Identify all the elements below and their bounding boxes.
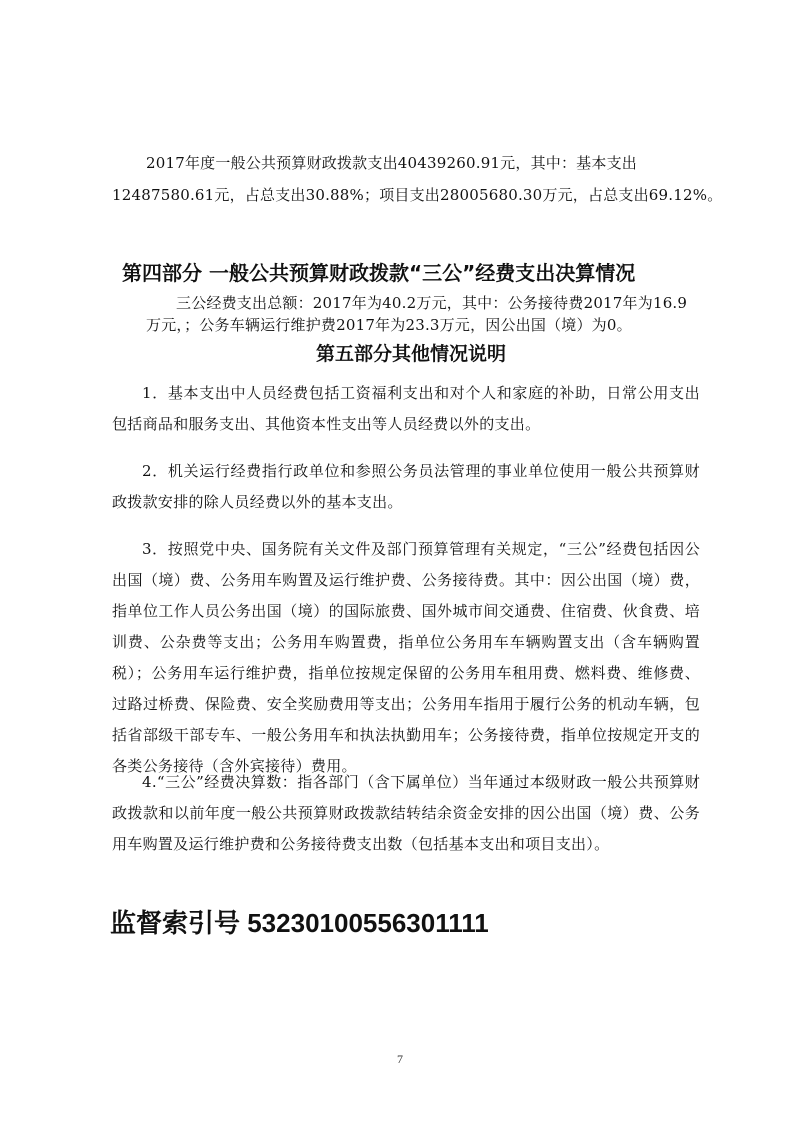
page-number: 7 — [397, 1052, 403, 1066]
explanation-item-1: 1．基本支出中人员经费包括工资福利支出和对个人和家庭的补助，日常公用支出包括商品和服务支出、其他资本性支出等人员经费以外的支出。 — [112, 384, 700, 433]
explanation-item-4: 4.“三公”经费决算数：指各部门（含下属单位）当年通过本级财政一般公共预算财政拨款和以前年度一般公共预算财政拨款结转结余资金安排的因公出国（境）费、公务用车购置及运行维护费和公务接待费支出数（包括基本支出和项目支出）。 — [112, 773, 700, 853]
expenditure-summary-line-2: 12487580.61元，占总支出30.88%；项目支出28005680.30万元，占总支出69.12%。 — [112, 186, 723, 204]
section-5-heading: 第五部分其他情况说明 — [316, 343, 507, 365]
section-4-heading: 第四部分 一般公共预算财政拨款“三公”经费支出决算情况 — [122, 261, 636, 285]
three-public-summary-line-2: 万元，；公务车辆运行维护费2017年为23.3万元，因公出国（境）为0。 — [146, 316, 632, 334]
explanation-item-2: 2．机关运行经费指行政单位和参照公务员法管理的事业单位使用一般公共预算财政拨款安排的除人员经费以外的基本支出。 — [112, 462, 700, 511]
explanation-item-3: 3．按照党中央、国务院有关文件及部门预算管理有关规定，“三公”经费包括因公出国（境）费、公务用车购置及运行维护费、公务接待费。其中：因公出国（境）费，指单位工作人员公务出国（境）的国际旅费、国外城市间交通费、住宿费、伙食费、培训费、公杂费等支出；公务用车购置费，指单位公务用车车辆购置支出（含车辆购置税）；公务用车运行维护费，指单位按规定保留的公务用车租用费、燃料费、维修费、过路过桥费、保险费、安全奖励费用等支出；公务用车指用于履行公务的机动车辆，包括省部级干部专车、一般公务用车和执法执勤用车；公务接待费，指单位按规定开支的各类公务接待（含外宾接待）费用。 — [112, 540, 700, 775]
supervision-index-number: 监督索引号 53230100556301111 — [110, 908, 489, 938]
three-public-summary-line-1: 三公经费支出总额：2017年为40.2万元，其中：公务接待费2017年为16.9 — [176, 294, 688, 312]
expenditure-summary-line-1: 2017年度一般公共预算财政拨款支出40439260.91元，其中：基本支出 — [146, 154, 637, 172]
